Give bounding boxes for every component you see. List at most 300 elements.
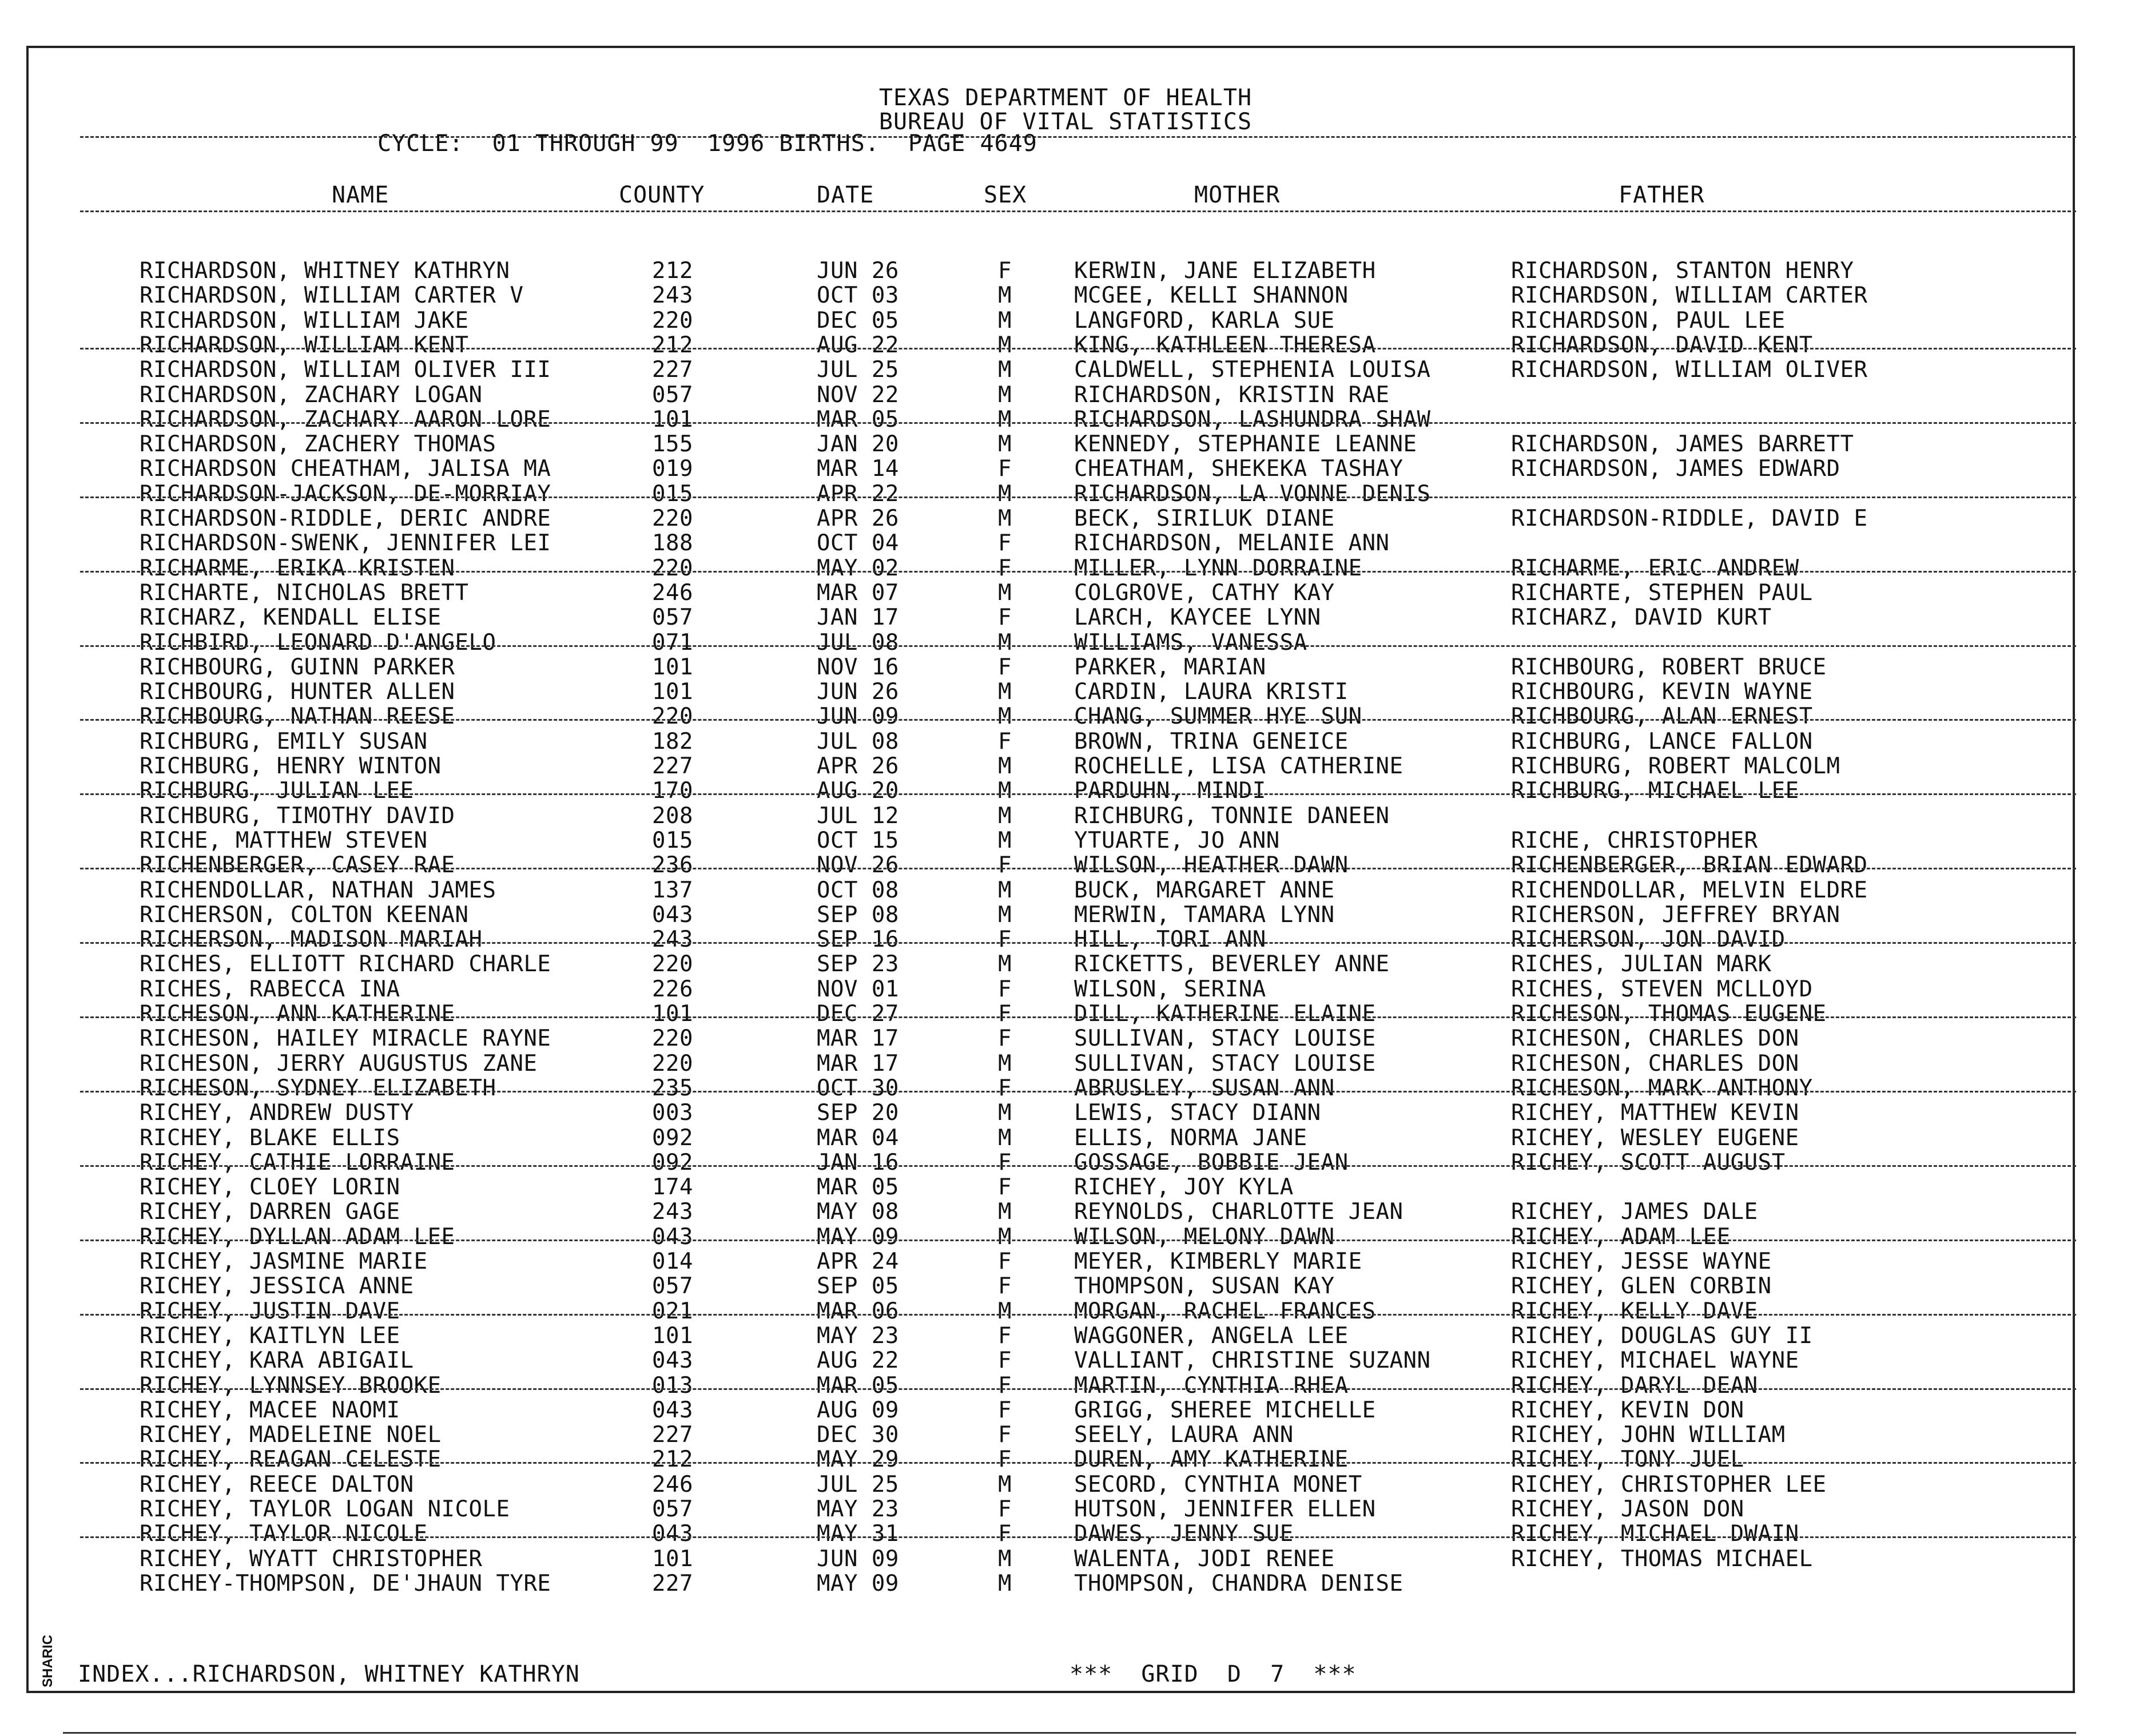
cell-date: MAR 04 (817, 1125, 899, 1151)
cell-sex: M (998, 382, 1012, 408)
cell-county: 057 (652, 382, 693, 408)
cell-father: RICHENDOLLAR, MELVIN ELDRE (1511, 877, 1868, 903)
cell-father: RICHEY, JOHN WILLIAM (1511, 1422, 1786, 1448)
cell-sex: F (998, 1174, 1012, 1201)
cell-date: JUN 09 (817, 704, 899, 730)
cell-father: RICHEY, WESLEY EUGENE (1511, 1125, 1799, 1151)
table-row (0, 357, 2131, 382)
dashed-rule (80, 1240, 2076, 1241)
cell-county: 182 (652, 728, 693, 754)
dashed-rule (80, 422, 2076, 424)
dashed-rule (80, 1388, 2076, 1390)
cell-date: JUL 25 (817, 1471, 899, 1497)
dashed-rule (80, 571, 2076, 573)
cell-name: RICHBOURG, HUNTER ALLEN (140, 679, 455, 705)
cell-father: RICHEY, DOUGLAS GUY II (1511, 1322, 1813, 1349)
cell-name: RICHARME, ERIKA KRISTEN (140, 555, 455, 581)
table-row (0, 1126, 2131, 1150)
table-row (0, 704, 2131, 729)
cell-county: 246 (652, 1471, 693, 1497)
cell-mother: SULLIVAN, STACY LOUISE (1074, 1050, 1376, 1076)
cell-name: RICHEY, MADELEINE NOEL (140, 1422, 442, 1448)
cell-date: JUL 25 (817, 357, 899, 383)
cell-name: RICHEY, TAYLOR NICOLE (140, 1521, 428, 1547)
cell-sex: F (998, 852, 1012, 879)
table-row (0, 804, 2131, 828)
cell-date: MAY 23 (817, 1322, 899, 1349)
cell-father: RICHEY, CHRISTOPHER LEE (1511, 1471, 1827, 1497)
cell-date: SEP 20 (817, 1100, 899, 1126)
cell-date: SEP 23 (817, 951, 899, 978)
cell-date: NOV 22 (817, 382, 899, 408)
cell-date: JUL 08 (817, 728, 899, 754)
cell-county: 101 (652, 654, 693, 680)
cell-mother: RICHARDSON, KRISTIN RAE (1074, 382, 1390, 408)
cell-name: RICHE, MATTHEW STEVEN (140, 827, 428, 853)
cell-name: RICHEY, TAYLOR LOGAN NICOLE (140, 1496, 510, 1522)
cell-mother: PARDUHN, MINDI (1074, 778, 1266, 804)
cell-sex: M (998, 1050, 1012, 1076)
cell-date: NOV 16 (817, 654, 899, 680)
cell-mother: HILL, TORI ANN (1074, 927, 1266, 953)
dashed-rule (80, 868, 2076, 869)
cell-name: RICHENBERGER, CASEY RAE (140, 852, 455, 879)
table-row (0, 1026, 2131, 1051)
agency-title: TEXAS DEPARTMENT OF HEALTH (878, 85, 1253, 111)
cell-father: RICHARDSON, PAUL LEE (1511, 307, 1786, 333)
cell-father: RICHARDSON-RIDDLE, DAVID E (1511, 506, 1868, 531)
table-row (0, 927, 2131, 952)
cell-sex: F (998, 1149, 1012, 1175)
dashed-rule (80, 1314, 2076, 1316)
cell-county: 235 (652, 1075, 693, 1101)
cell-sex: M (998, 406, 1012, 432)
cell-name: RICHEY, DYLLAN ADAM LEE (140, 1223, 455, 1250)
cell-mother: BROWN, TRINA GENEICE (1074, 728, 1349, 754)
cell-county: 101 (652, 1322, 693, 1349)
cell-father: RICHBURG, LANCE FALLON (1511, 728, 1813, 754)
cell-mother: WAGGONER, ANGELA LEE (1074, 1322, 1349, 1349)
cell-sex: M (998, 803, 1012, 829)
cell-mother: MARTIN, CYNTHIA RHEA (1074, 1372, 1349, 1399)
table-row (0, 1051, 2131, 1076)
cell-mother: YTUARTE, JO ANN (1074, 827, 1280, 853)
cell-sex: M (998, 704, 1012, 730)
cell-name: RICHEY-THOMPSON, DE'JHAUN TYRE (140, 1570, 551, 1596)
cell-father: RICHBURG, ROBERT MALCOLM (1511, 753, 1840, 779)
cell-mother: RICHBURG, TONNIE DANEEN (1074, 803, 1390, 829)
cell-father: RICHBOURG, ROBERT BRUCE (1511, 654, 1827, 680)
cell-name: RICHBURG, HENRY WINTON (140, 753, 442, 779)
cell-sex: F (998, 1521, 1012, 1547)
table-row (0, 778, 2131, 803)
cell-county: 220 (652, 951, 693, 978)
cell-date: MAR 17 (817, 1050, 899, 1076)
cell-sex: F (998, 1249, 1012, 1274)
cell-sex: M (998, 506, 1012, 531)
cell-date: JUN 26 (817, 258, 899, 284)
cell-sex: F (998, 654, 1012, 680)
cell-father: RICHEY, TONY JUEL (1511, 1447, 1744, 1473)
table-row (0, 1199, 2131, 1224)
cell-father: RICHARDSON, WILLIAM CARTER (1511, 283, 1868, 309)
cell-mother: HUTSON, JENNIFER ELLEN (1074, 1496, 1376, 1522)
cell-county: 003 (652, 1100, 693, 1126)
cell-name: RICHARDSON, ZACHERY THOMAS (140, 431, 496, 458)
cell-county: 071 (652, 629, 693, 656)
cell-date: JUN 26 (817, 679, 899, 705)
dashed-rule (80, 1165, 2076, 1167)
cell-date: MAY 02 (817, 555, 899, 581)
cell-name: RICHARDSON, WILLIAM CARTER V (140, 283, 524, 309)
dashed-rule (80, 1091, 2076, 1093)
col-header-date: DATE (817, 182, 874, 208)
cell-mother: BUCK, MARGARET ANNE (1074, 877, 1335, 903)
table-row (0, 482, 2131, 506)
cell-name: RICHBIRD, LEONARD D'ANGELO (140, 629, 496, 656)
cell-sex: M (998, 480, 1012, 507)
table-row (0, 729, 2131, 754)
cell-date: NOV 01 (817, 976, 899, 1002)
cell-name: RICHEY, CATHIE LORRAINE (140, 1149, 455, 1175)
table-row (0, 1472, 2131, 1497)
cell-county: 043 (652, 1348, 693, 1374)
cell-county: 043 (652, 1521, 693, 1547)
cell-sex: M (998, 579, 1012, 606)
cell-county: 243 (652, 283, 693, 309)
cell-date: OCT 04 (817, 530, 899, 557)
table-row (0, 903, 2131, 927)
cell-father: RICHES, STEVEN MCLLOYD (1511, 976, 1813, 1002)
cell-date: MAR 05 (817, 406, 899, 432)
cell-sex: F (998, 1496, 1012, 1522)
cell-county: 174 (652, 1174, 693, 1201)
cell-father: RICHEY, MATTHEW KEVIN (1511, 1100, 1799, 1126)
cell-county: 057 (652, 605, 693, 631)
cell-county: 212 (652, 258, 693, 284)
cell-date: JAN 16 (817, 1149, 899, 1175)
cell-mother: SECORD, CYNTHIA MONET (1074, 1471, 1362, 1497)
cell-father: RICHEY, MICHAEL DWAIN (1511, 1521, 1799, 1547)
cell-date: APR 26 (817, 506, 899, 531)
table-row (0, 828, 2131, 853)
cell-date: JUN 09 (817, 1546, 899, 1572)
cell-father: RICHARME, ERIC ANDREW (1511, 555, 1799, 581)
cell-sex: M (998, 1570, 1012, 1596)
cell-county: 043 (652, 1223, 693, 1250)
cell-name: RICHBURG, EMILY SUSAN (140, 728, 428, 754)
cell-date: MAY 29 (817, 1447, 899, 1473)
cell-sex: M (998, 901, 1012, 928)
cell-mother: THOMPSON, SUSAN KAY (1074, 1273, 1335, 1300)
cell-name: RICHEY, WYATT CHRISTOPHER (140, 1546, 483, 1572)
cell-name: RICHARTE, NICHOLAS BRETT (140, 579, 469, 606)
cell-name: RICHEY, KAITLYN LEE (140, 1322, 400, 1349)
cell-name: RICHEY, BLAKE ELLIS (140, 1125, 400, 1151)
table-row (0, 1423, 2131, 1447)
cell-father: RICHERSON, JON DAVID (1511, 927, 1786, 953)
cell-sex: M (998, 778, 1012, 804)
cell-father: RICHEY, JESSE WAYNE (1511, 1249, 1772, 1274)
table-row (0, 383, 2131, 407)
cell-sex: F (998, 1322, 1012, 1349)
dashed-rule (80, 348, 2076, 349)
table-row (0, 977, 2131, 1002)
cell-mother: PARKER, MARIAN (1074, 654, 1266, 680)
cell-name: RICHES, RABECCA INA (140, 976, 400, 1002)
cell-mother: COLGROVE, CATHY KAY (1074, 579, 1335, 606)
cell-father: RICHARDSON, STANTON HENRY (1511, 258, 1854, 284)
cell-father: RICHEY, SCOTT AUGUST (1511, 1149, 1786, 1175)
cell-county: 212 (652, 1447, 693, 1473)
cell-county: 019 (652, 456, 693, 482)
table-row (0, 1299, 2131, 1324)
cell-county: 188 (652, 530, 693, 557)
col-header-mother: MOTHER (1194, 182, 1281, 208)
cell-date: OCT 30 (817, 1075, 899, 1101)
cell-name: RICHEY, KARA ABIGAIL (140, 1348, 414, 1374)
cell-mother: GRIGG, SHEREE MICHELLE (1074, 1397, 1376, 1423)
cell-date: AUG 22 (817, 332, 899, 358)
cell-sex: F (998, 1447, 1012, 1473)
table-row (0, 1522, 2131, 1546)
dashed-rule (80, 719, 2076, 721)
table-row (0, 432, 2131, 456)
table-row (0, 581, 2131, 605)
cell-mother: MEYER, KIMBERLY MARIE (1074, 1249, 1362, 1274)
cell-county: 226 (652, 976, 693, 1002)
cell-mother: MILLER, LYNN DORRAINE (1074, 555, 1362, 581)
table-row (0, 1175, 2131, 1199)
cell-name: RICHBURG, JULIAN LEE (140, 778, 414, 804)
cell-sex: M (998, 307, 1012, 333)
cell-sex: F (998, 1372, 1012, 1399)
cell-county: 220 (652, 307, 693, 333)
dashed-rule (80, 942, 2076, 944)
cell-date: NOV 26 (817, 852, 899, 879)
cell-county: 015 (652, 827, 693, 853)
cell-sex: F (998, 1422, 1012, 1448)
dashed-rule (80, 1462, 2076, 1464)
table-row (0, 1274, 2131, 1298)
cell-mother: RICHEY, JOY KYLA (1074, 1174, 1294, 1201)
cell-sex: F (998, 1001, 1012, 1027)
cell-name: RICHESON, JERRY AUGUSTUS ZANE (140, 1050, 538, 1076)
table-row (0, 605, 2131, 630)
cell-mother: MORGAN, RACHEL FRANCES (1074, 1298, 1376, 1324)
cell-county: 057 (652, 1273, 693, 1300)
cell-mother: MCGEE, KELLI SHANNON (1074, 283, 1349, 309)
cell-county: 220 (652, 1026, 693, 1052)
cell-mother: KENNEDY, STEPHANIE LEANNE (1074, 431, 1417, 458)
cell-sex: M (998, 951, 1012, 978)
cell-county: 155 (652, 431, 693, 458)
cell-name: RICHBOURG, NATHAN REESE (140, 704, 455, 730)
table-row (0, 1348, 2131, 1373)
cell-date: MAR 06 (817, 1298, 899, 1324)
cell-name: RICHERSON, COLTON KEENAN (140, 901, 469, 928)
cell-county: 101 (652, 1001, 693, 1027)
cell-mother: WALENTA, JODI RENEE (1074, 1546, 1335, 1572)
cell-county: 092 (652, 1149, 693, 1175)
cell-county: 243 (652, 1199, 693, 1225)
cell-sex: M (998, 1199, 1012, 1225)
cell-county: 043 (652, 1397, 693, 1423)
cell-date: OCT 08 (817, 877, 899, 903)
cell-county: 246 (652, 579, 693, 606)
cell-sex: F (998, 605, 1012, 631)
cell-date: SEP 16 (817, 927, 899, 953)
cell-father: RICHARDSON, DAVID KENT (1511, 332, 1813, 358)
cell-mother: RICKETTS, BEVERLEY ANNE (1074, 951, 1390, 978)
footer-index: INDEX...RICHARDSON, WHITNEY KATHRYN (78, 1661, 580, 1687)
cell-county: 014 (652, 1249, 693, 1274)
cell-sex: M (998, 332, 1012, 358)
cell-county: 227 (652, 357, 693, 383)
cycle-line: CYCLE: 01 THROUGH 99 1996 BIRTHS. PAGE 4649 (377, 130, 1037, 157)
cell-name: RICHENDOLLAR, NATHAN JAMES (140, 877, 496, 903)
cell-name: RICHBURG, TIMOTHY DAVID (140, 803, 455, 829)
cell-father: RICHEY, JASON DON (1511, 1496, 1744, 1522)
cell-name: RICHEY, MACEE NAOMI (140, 1397, 400, 1423)
cell-father: RICHBOURG, KEVIN WAYNE (1511, 679, 1813, 705)
cell-sex: F (998, 530, 1012, 557)
cell-father: RICHEY, KELLY DAVE (1511, 1298, 1758, 1324)
cell-name: RICHEY, DARREN GAGE (140, 1199, 400, 1225)
cell-date: MAY 09 (817, 1223, 899, 1250)
cell-father: RICHEY, KEVIN DON (1511, 1397, 1744, 1423)
cell-mother: DUREN, AMY KATHERINE (1074, 1447, 1349, 1473)
cell-sex: M (998, 827, 1012, 853)
cell-name: RICHESON, SYDNEY ELIZABETH (140, 1075, 496, 1101)
cell-date: MAR 17 (817, 1026, 899, 1052)
cell-mother: SEELY, LAURA ANN (1074, 1422, 1294, 1448)
cell-sex: M (998, 1100, 1012, 1126)
cell-father: RICHEY, GLEN CORBIN (1511, 1273, 1772, 1300)
cell-county: 170 (652, 778, 693, 804)
cell-name: RICHEY, JASMINE MARIE (140, 1249, 428, 1274)
cell-date: DEC 05 (817, 307, 899, 333)
bottom-rule (63, 1732, 2076, 1734)
margin-label: SHARIC (40, 1634, 55, 1687)
cell-mother: VALLIANT, CHRISTINE SUZANN (1074, 1348, 1431, 1374)
cell-sex: F (998, 728, 1012, 754)
cell-date: OCT 03 (817, 283, 899, 309)
table-row (0, 456, 2131, 481)
table-row (0, 1547, 2131, 1571)
cell-mother: DAWES, JENNY SUE (1074, 1521, 1294, 1547)
cell-mother: DILL, KATHERINE ELAINE (1074, 1001, 1376, 1027)
cell-mother: WILSON, SERINA (1074, 976, 1266, 1002)
cell-date: MAR 05 (817, 1174, 899, 1201)
cell-father: RICHE, CHRISTOPHER (1511, 827, 1758, 853)
cell-mother: ROCHELLE, LISA CATHERINE (1074, 753, 1404, 779)
table-row (0, 333, 2131, 357)
table-row (0, 655, 2131, 680)
cell-mother: LANGFORD, KARLA SUE (1074, 307, 1335, 333)
cell-sex: M (998, 1298, 1012, 1324)
table-row (0, 1002, 2131, 1026)
cell-county: 227 (652, 1422, 693, 1448)
cell-county: 220 (652, 1050, 693, 1076)
cell-name: RICHEY, REAGAN CELESTE (140, 1447, 442, 1473)
cell-sex: M (998, 1471, 1012, 1497)
cell-name: RICHESON, HAILEY MIRACLE RAYNE (140, 1026, 551, 1052)
table-row (0, 1571, 2131, 1596)
cell-name: RICHEY, REECE DALTON (140, 1471, 414, 1497)
cell-mother: ABRUSLEY, SUSAN ANN (1074, 1075, 1335, 1101)
cell-county: 220 (652, 555, 693, 581)
cell-county: 212 (652, 332, 693, 358)
cell-father: RICHBOURG, ALAN ERNEST (1511, 704, 1813, 730)
cell-sex: F (998, 555, 1012, 581)
cell-name: RICHEY, JUSTIN DAVE (140, 1298, 400, 1324)
table-row (0, 1076, 2131, 1101)
table-row (0, 878, 2131, 903)
table-row (0, 531, 2131, 555)
table-row (0, 1150, 2131, 1175)
cell-name: RICHESON, ANN KATHERINE (140, 1001, 455, 1027)
cell-name: RICHBOURG, GUINN PARKER (140, 654, 455, 680)
dashed-rule (80, 645, 2076, 647)
cell-name: RICHES, ELLIOTT RICHARD CHARLE (140, 951, 551, 978)
footer-grid: *** GRID D 7 *** (1070, 1661, 1357, 1687)
cell-county: 015 (652, 480, 693, 507)
cell-father: RICHBURG, MICHAEL LEE (1511, 778, 1799, 804)
cell-father: RICHENBERGER, BRIAN EDWARD (1511, 852, 1868, 879)
cell-mother: CARDIN, LAURA KRISTI (1074, 679, 1349, 705)
cell-father: RICHESON, CHARLES DON (1511, 1050, 1799, 1076)
cell-father: RICHARZ, DAVID KURT (1511, 605, 1772, 631)
cell-sex: M (998, 357, 1012, 383)
cell-father: RICHESON, THOMAS EUGENE (1511, 1001, 1827, 1027)
cell-name: RICHARDSON CHEATHAM, JALISA MA (140, 456, 551, 482)
cell-name: RICHARDSON-SWENK, JENNIFER LEI (140, 530, 551, 557)
cell-name: RICHEY, ANDREW DUSTY (140, 1100, 414, 1126)
cell-mother: RICHARDSON, LA VONNE DENIS (1074, 480, 1431, 507)
dashed-rule (80, 496, 2076, 498)
cell-mother: GOSSAGE, BOBBIE JEAN (1074, 1149, 1349, 1175)
cell-date: AUG 20 (817, 778, 899, 804)
table-row (0, 283, 2131, 308)
cell-mother: KING, KATHLEEN THERESA (1074, 332, 1376, 358)
cell-sex: M (998, 431, 1012, 458)
cell-sex: F (998, 1026, 1012, 1052)
table-row (0, 952, 2131, 976)
cell-sex: F (998, 927, 1012, 953)
cell-mother: BECK, SIRILUK DIANE (1074, 506, 1335, 531)
table-row (0, 506, 2131, 531)
cell-father: RICHEY, THOMAS MICHAEL (1511, 1546, 1813, 1572)
table-row (0, 680, 2131, 704)
cell-county: 236 (652, 852, 693, 879)
cell-father: RICHESON, CHARLES DON (1511, 1026, 1799, 1052)
cell-date: DEC 27 (817, 1001, 899, 1027)
col-header-name: NAME (332, 182, 389, 208)
table-row (0, 1101, 2131, 1125)
cell-county: 220 (652, 704, 693, 730)
col-header-county: COUNTY (619, 182, 705, 208)
cell-date: MAR 05 (817, 1372, 899, 1399)
table-row (0, 1398, 2131, 1423)
cell-date: JAN 20 (817, 431, 899, 458)
cell-county: 101 (652, 1546, 693, 1572)
cell-name: RICHEY, LYNNSEY BROOKE (140, 1372, 442, 1399)
cell-sex: M (998, 753, 1012, 779)
cell-mother: WILSON, MELONY DAWN (1074, 1223, 1335, 1250)
cell-county: 057 (652, 1496, 693, 1522)
cell-name: RICHARDSON, WILLIAM JAKE (140, 307, 469, 333)
